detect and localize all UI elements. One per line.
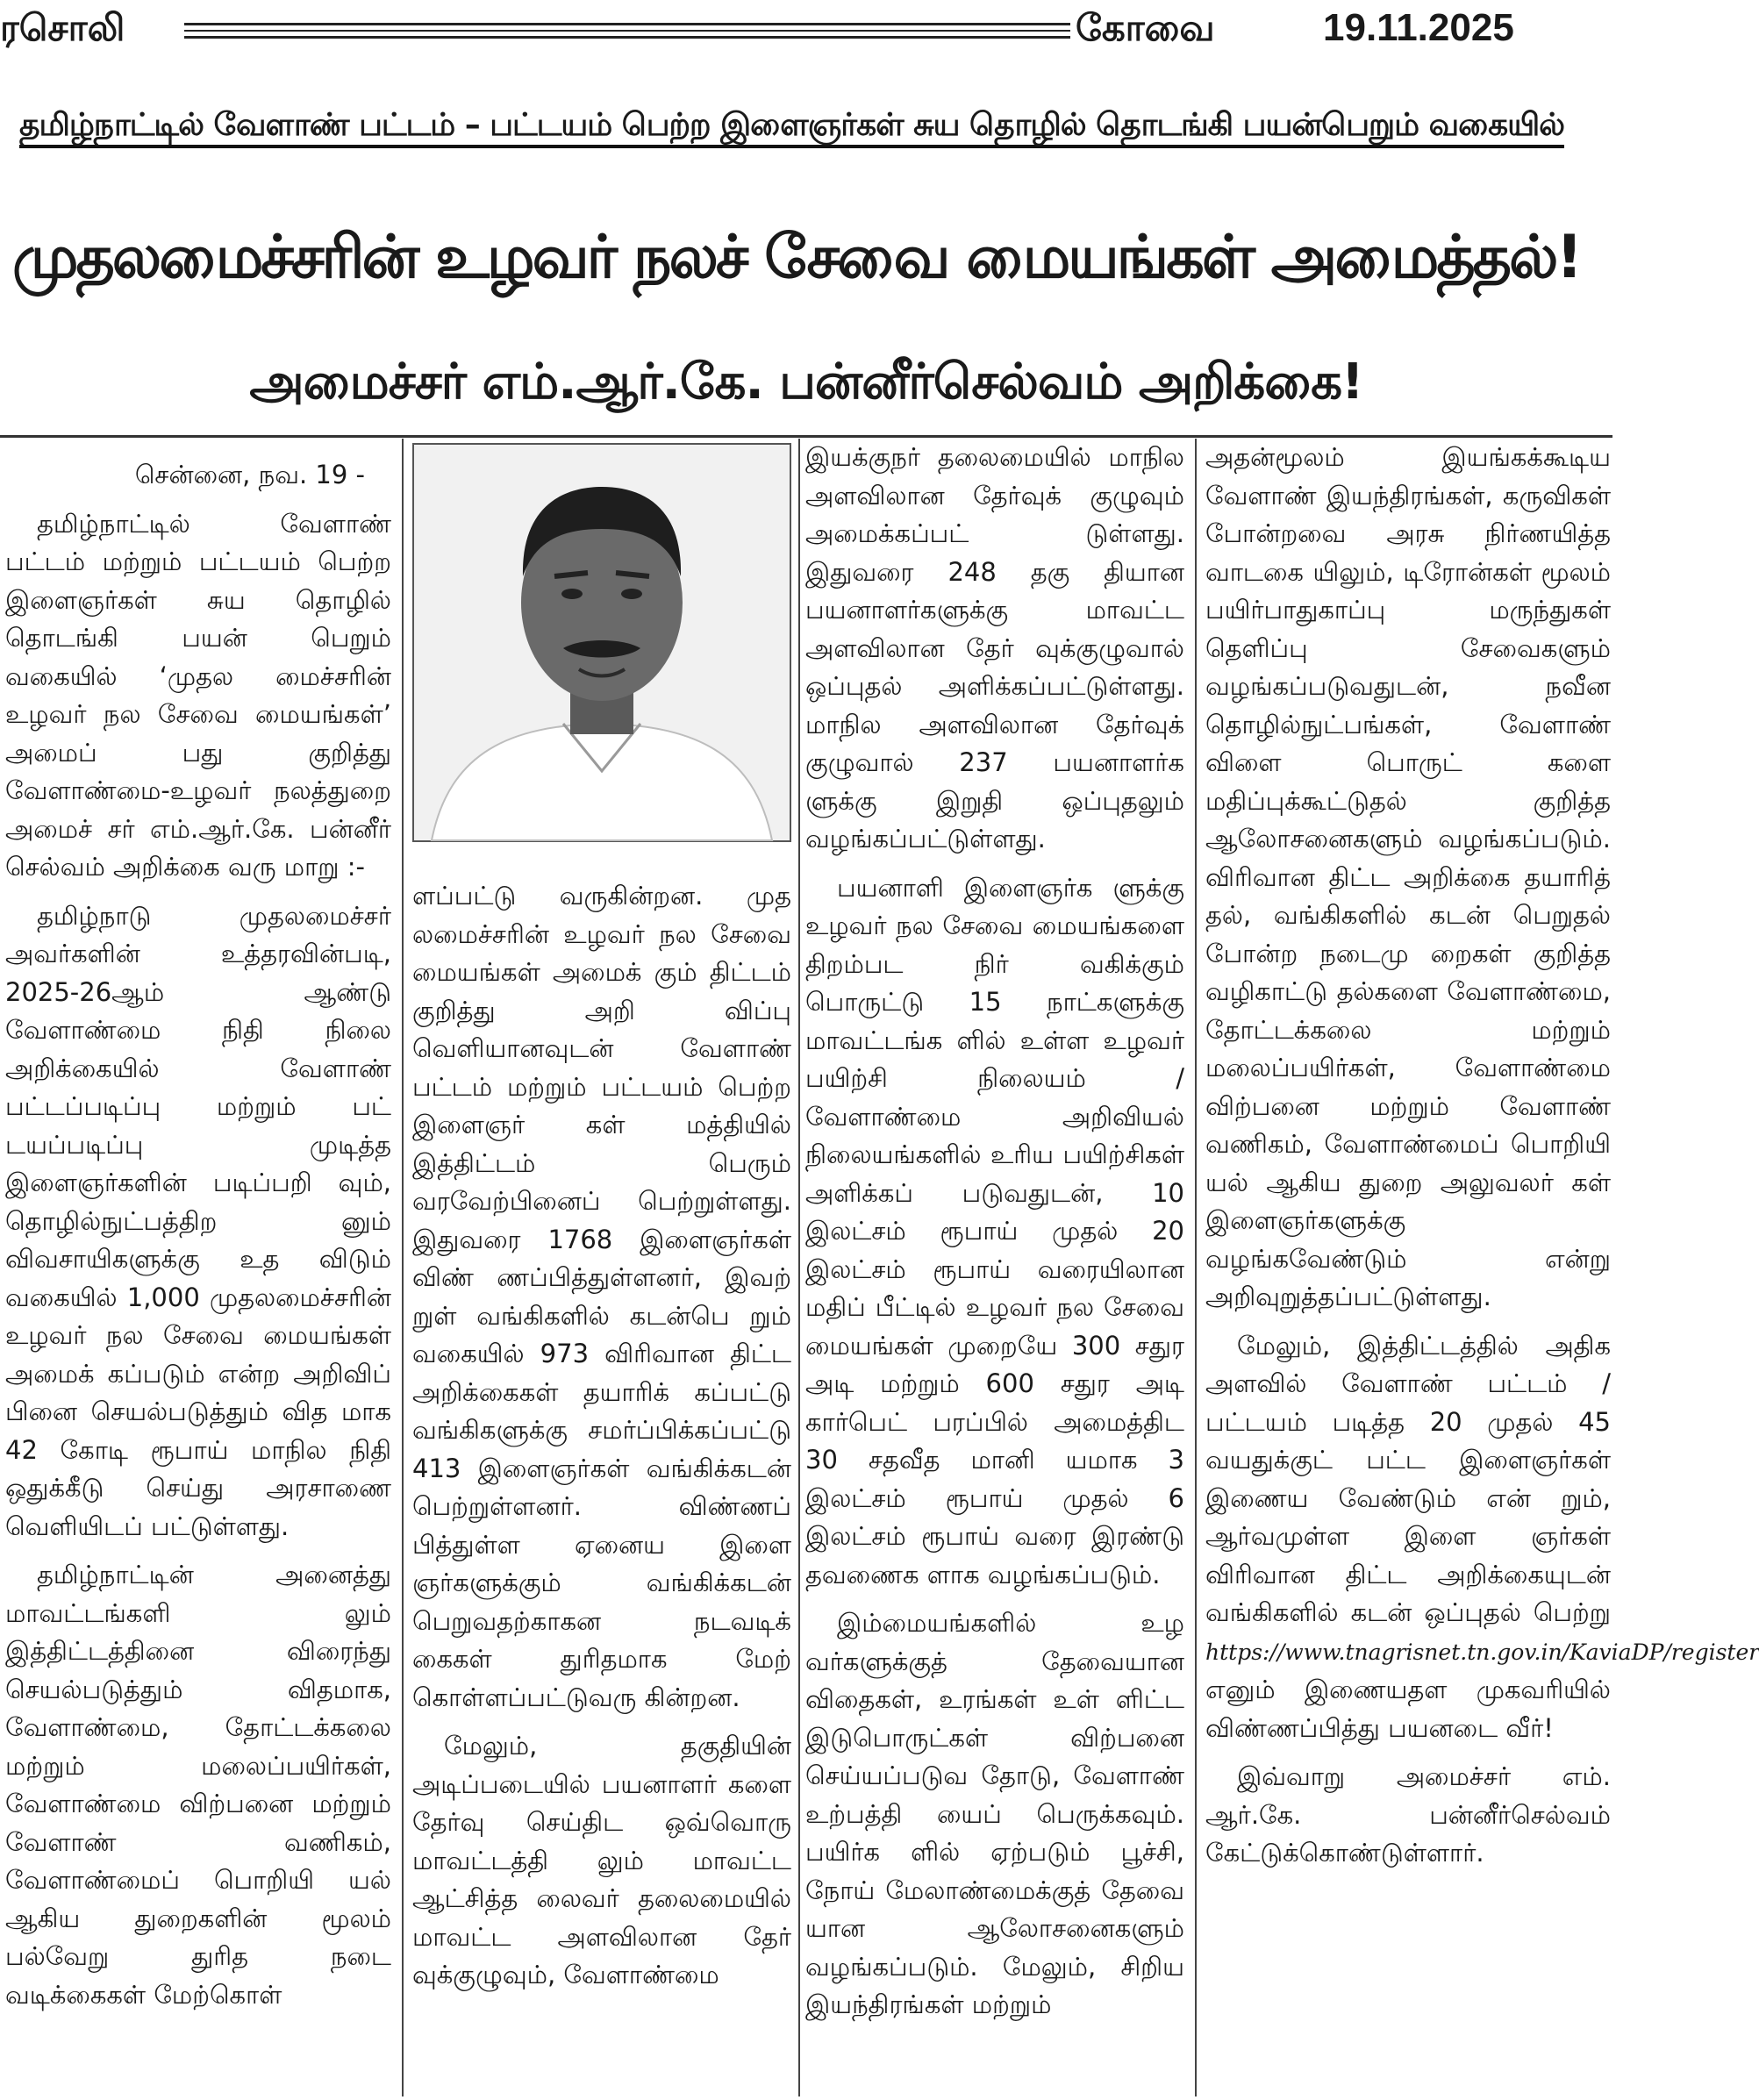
dateline: சென்னை, நவ. 19 - [134,460,365,489]
paragraph: தமிழ்நாட்டின் அனைத்து மாவட்டங்களி லும் இத்திட்டத்தினை விரைந்து செயல்படுத்தும் விதமாக, வேளாண்மை, தோட்டக்கலை மற்றும் மலைப்பயிர்கள், வேளாண்மை விற்பனை மற்றும் வேளாண் வணிகம், வேளாண்மைப் பொறியி யல் ஆகிய துறைகளின் மூலம் பல்வேறு துரித நடை வடிக்கைகள் மேற்கொள் [5,1560,391,2010]
article-kicker [19,98,1581,153]
paragraph: இம்மையங்களில் உழ வர்களுக்குத் தேவையான விதைகள், உரங்கள் உள் ளிட்ட இடுபொருட்கள் விற்பனை செய்யப்படுவ தோடு, வேளாண் உற்பத்தி யைப் பெருக்கவும். பயிர்க ளில் ஏற்படும் பூச்சி, நோய் மேலாண்மைக்குத் தேவை யான ஆலோசனைகளும் வழங்கப்படும். மேலும், சிறிய இயந்திரங்கள் மற்றும் [805,1608,1184,2019]
paragraph: மேலும், தகுதியின் அடிப்படையில் பயனாளர் களை தேர்வு செய்திட ஒவ்வொரு மாவட்டத்தி லும் மாவட்ட ஆட்சித்த லைவர் தலைமையில் மாவட்ட அளவிலான தேர் வுக்குழுவும், வேளாண்மை [412,1731,791,1989]
article-column-4 [1205,439,1759,2096]
masthead [0,0,1612,61]
paragraph: அதன்மூலம் இயங்கக்கூடிய வேளாண் இயந்திரங்கள், கருவிகள் போன்றவை அரசு நிர்ணயித்த வாடகை யிலும், டிரோன்கள் மூலம் பயிர்பாதுகாப்பு மருந்துகள் தெளிப்பு சேவைகளும் வழங்கப்படுவதுடன், நவீன தொழில்நுட்பங்கள், வேளாண் விளை பொருட் களை மதிப்புக்கூட்டுதல் குறித்த ஆலோசனைகளும் வழங்கப்படும். விரிவான திட்ட அறிக்கை தயாரித் தல், வங்கிகளில் கடன் பெறுதல் போன்ற நடைமு றைகள் குறித்த வழிகாட்டு தல்களை வேளாண்மை, தோட்டக்கலை மற்றும் மலைப்பயிர்கள், வேளாண்மை விற்பனை மற்றும் வேளாண் வணிகம், வேளாண்மைப் பொறியி யல் ஆகிய துறை அலுவலர் கள் இளைஞர்களுக்கு வழங்கவேண்டும் என்று அறிவுறுத்தப்பட்டுள்ளது. [1205,442,1611,1311]
column-top-rule [0,435,1612,438]
edition-date: 19.11.2025 [1323,6,1514,49]
column-divider [402,439,404,2096]
paragraph-text: எனும் இணையதள முகவரியில் விண்ணப்பித்து பயனடை வீர்! [1205,1675,1611,1743]
article-column-3 [805,439,1184,2096]
kicker-text: தமிழ்நாட்டில் வேளாண் பட்டம் – பட்டயம் பெற்ற இளைஞர்கள் சுய தொழில் தொடங்கி பயன்பெறும் வகையில் [19,107,1564,148]
paragraph: தமிழ்நாடு முதலமைச்சர் அவர்களின் உத்தரவின்படி, 2025-26ஆம் ஆண்டு வேளாண்மை நிதி நிலை அறிக்கையில் வேளாண் பட்டப்படிப்பு மற்றும் பட் டயப்படிப்பு முடித்த இளைஞர்களின் படிப்பறி வும், தொழில்நுட்பத்திற னும் விவசாயிகளுக்கு உத விடும் வகையில் 1,000 முதலமைச்சரின் உழவர் நல சேவை மையங்கள் அமைக் கப்படும் என்ற அறிவிப் பினை செயல்படுத்தும் வித மாக 42 கோடி ரூபாய் மாநில நிதி ஒதுக்கீடு செய்து அரசாணை வெளியிடப் பட்டுள்ளது. [5,900,391,1541]
article-subhead: அமைச்சர் எம்.ஆர்.கே. பன்னீர்செல்வம் அறிக்கை! [249,354,1363,411]
paragraph-text: மேலும், இத்திட்டத்தில் அதிக அளவில் வேளாண் பட்டம் / பட்டயம் படித்த 20 முதல் 45 வயதுக்குட் பட்ட இளைஞர்கள் இணைய வேண்டும் என் றும், ஆர்வமுள்ள இளை ஞர்கள் விரிவான திட்ட அறிக்கையுடன் வங்கிகளில் கடன் ஒப்புதல் பெற்று [1205,1330,1611,1627]
paragraph: தமிழ்நாட்டில் வேளாண் பட்டம் மற்றும் பட்டயம் பெற்ற இளைஞர்கள் சுய தொழில் தொடங்கி பயன் பெறும் வகையில் ‘முதல மைச்சரின் உழவர் நல சேவை மையங்கள்’ அமைப் பது குறித்து வேளாண்மை-உழவர் நலத்துறை அமைச் சர் எம்.ஆர்.கே. பன்னீர் செல்வம் அறிக்கை வரு மாறு :- [5,508,391,882]
column-divider [1195,439,1197,2096]
article-column-2 [412,877,791,2096]
column-divider [798,439,800,2096]
edition-city: கோவை [1076,6,1215,49]
article-column-1 [5,456,391,2096]
minister-portrait-photo [412,443,791,842]
article-headline: முதலமைச்சரின் உழவர் நலச் சேவை மையங்கள் அமைத்தல்! [12,223,1581,292]
newspaper-name: ரசொலி [0,6,125,49]
portrait-photo-icon [414,445,790,840]
paragraph: பயனாளி இளைஞர்க ளுக்கு உழவர் நல சேவை மையங்களை திறம்பட நிர் வகிக்கும் பொருட்டு 15 நாட்களுக்கு மாவட்டங்க ளில் உள்ள உழவர் பயிற்சி நிலையம் / வேளாண்மை அறிவியல் நிலையங்களில் உரிய பயிற்சிகள் அளிக்கப் படுவதுடன், 10 இலட்சம் ரூபாய் முதல் 20 இலட்சம் ரூபாய் வரையிலான மதிப் பீட்டில் உழவர் நல சேவை மையங்கள் முறையே 300 சதுர அடி மற்றும் 600 சதுர அடி கார்பெட் பரப்பில் அமைத்திட 30 சதவீத மானி யமாக 3 இலட்சம் ரூபாய் முதல் 6 இலட்சம் ரூபாய் வரை இரண்டு தவணைக ளாக வழங்கப்படும். [805,872,1184,1589]
paragraph: இவ்வாறு அமைச்சர் எம். ஆர்.கே. பன்னீர்செல்வம் கேட்டுக்கொண்டுள்ளார். [1205,1761,1611,1868]
paragraph: ளப்பட்டு வருகின்றன. முத லமைச்சரின் உழவர் நல சேவை மையங்கள் அமைக் கும் திட்டம் குறித்து அறி விப்பு வெளியானவுடன் வேளாண் பட்டம் மற்றும் பட்டயம் பெற்ற இளைஞர் கள் மத்தியில் இத்திட்டம் பெரும் வரவேற்பினைப் பெற்றுள்ளது. இதுவரை 1768 இளைஞர்கள் விண் ணப்பித்துள்ளனர், இவற் றுள் வங்கிகளில் கடன்பெ றும் வகையில் 973 விரிவான திட்ட அறிக்கைகள் தயாரிக் கப்பட்டு வங்கிகளுக்கு சமர்ப்பிக்கப்பட்டு 413 இளைஞர்கள் வங்கிக்கடன் பெற்றுள்ளனர். விண்ணப் பித்துள்ள ஏனைய இளை ஞர்களுக்கும் வங்கிக்கடன் பெறுவதற்காகன நடவடிக் கைகள் துரிதமாக மேற் கொள்ளப்பட்டுவரு கின்றன. [412,881,791,1712]
paragraph: இயக்குநர் தலைமையில் மாநில அளவிலான தேர்வுக் குழுவும் அமைக்கப்பட் டுள்ளது. இதுவரை 248 தகு தியான பயனாளர்களுக்கு மாவட்ட அளவிலான தேர் வுக்குழுவால் ஒப்புதல் அளிக்கப்பட்டுள்ளது. மாநில அளவிலான தேர்வுக் குழுவால் 237 பயனாளர்க ளுக்கு இறுதி ஒப்புதலும் வழங்கப்பட்டுள்ளது. [805,442,1184,854]
registration-url: https://www.tnagrisnet.tn.gov.in/KaviaDP/register [1205,1639,1759,1665]
masthead-rule [184,23,1070,39]
paragraph [1205,1327,1759,1748]
